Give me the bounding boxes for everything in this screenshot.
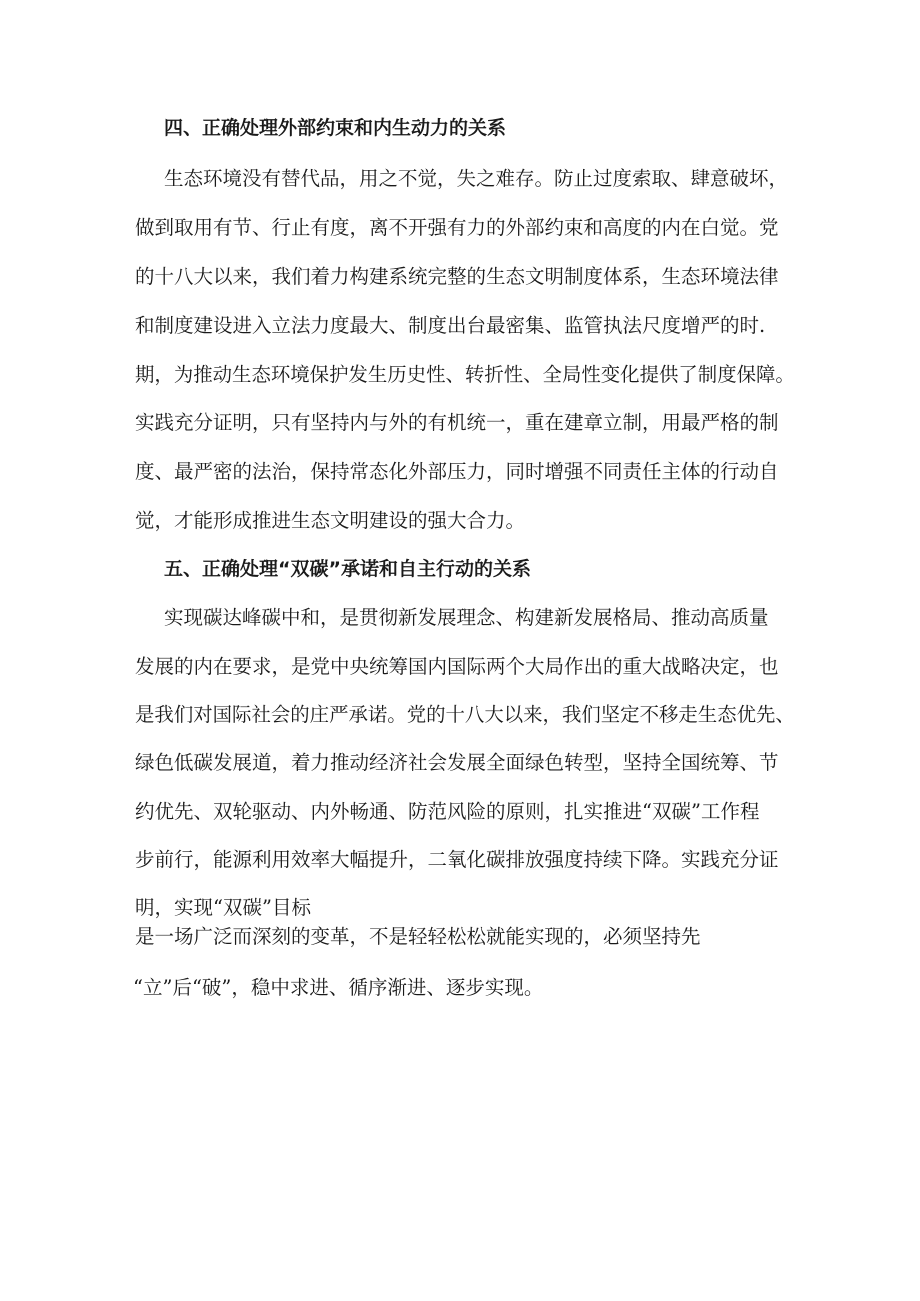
section-5-line: 约优先、双轮驱动、内外畅通、防范风险的原则，扎实推进“双碳”工作程 (135, 800, 760, 823)
section-4-line: 和制度建设进入立法力度最大、制度出台最密集、监管执法尺度增严的时. (135, 314, 766, 337)
section-5-line: 发展的内在要求，是党中央统筹国内国际两个大局作出的重大战略决定，也 (135, 655, 779, 678)
section-4-line: 做到取用有节、行止有度，离不开强有力的外部约束和高度的内在白觉。党 (135, 216, 779, 239)
section-5-line: 步前行，能源利用效率大幅提升，二氧化碳排放强度持续下降。实践充分证 (135, 848, 779, 871)
section-4-line: 期，为推动生态环境保护发生历史性、转折性、全局性变化提供了制度保障。 (135, 363, 795, 386)
section-4-line: 实践充分证明，只有坚持内与外的有机统一，重在建章立制，用最严格的制 (135, 411, 779, 434)
section-5-line: 实现碳达峰碳中和，是贯彻新发展理念、构建新发展格局、推动高质量 (164, 606, 769, 629)
section-5-heading: 五、正确处理“双碳”承诺和自主行动的关系 (164, 558, 531, 580)
section-4-heading: 四、正确处理外部约束和内生动力的关系 (164, 117, 507, 139)
section-4-line: 度、最严密的法治，保持常态化外部压力，同时增强不同责任主体的行动自 (135, 460, 779, 483)
section-4-line: 的十八大以来，我们着力构建系统完整的生态文明制度体系，生态环境法律 (135, 265, 779, 288)
section-5-line: 是我们对国际社会的庄严承诺。党的十八大以来，我们坚定不移走生态优先、 (135, 703, 795, 726)
section-5-line: 明，实现“双碳”目标 (135, 896, 311, 919)
section-4-line: 生态环境没有替代品，用之不觉，失之难存。防止过度索取、肆意破坏， (164, 167, 789, 190)
section-4-line: 觉，才能形成推进生态文明建设的强大合力。 (135, 509, 526, 532)
section-5-line: “立”后“破”，稳中求进、循序渐进、逐步实现。 (133, 976, 544, 999)
section-5-line: 是一场广泛而深刻的变革，不是轻轻松松就能实现的，必须坚持先 (135, 925, 701, 948)
section-5-line: 绿色低碳发展道，着力推动经济社会发展全面绿色转型，坚持全国统筹、节 (135, 751, 779, 774)
